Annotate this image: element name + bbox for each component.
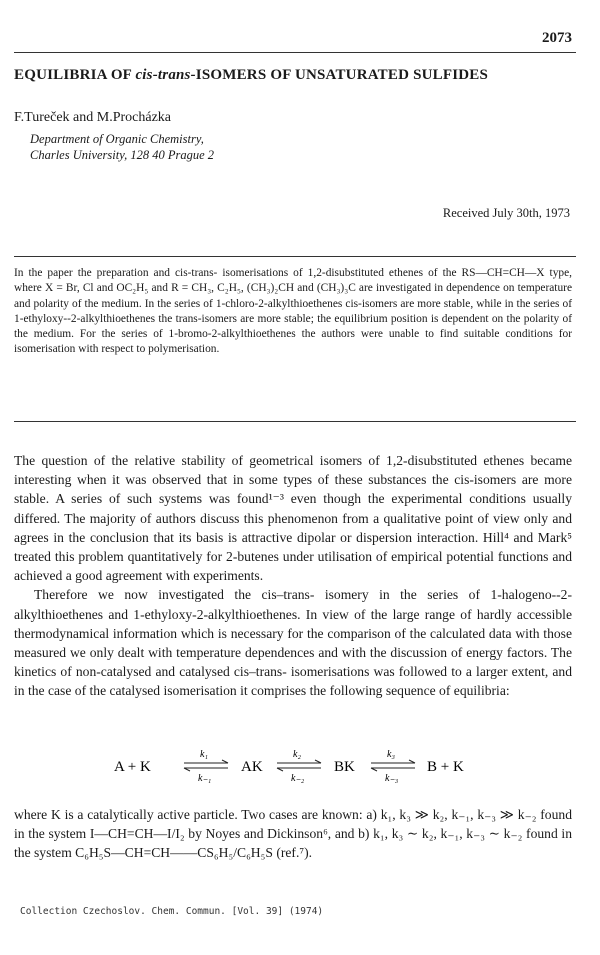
scheme-left: A + K [114, 759, 151, 775]
abstract-top-rule [14, 256, 576, 257]
title-prefix: EQUILIBRIA OF [14, 67, 136, 83]
abstract [14, 266, 572, 358]
affiliation [30, 131, 214, 163]
title-italic: cis-trans- [135, 67, 196, 83]
equilibrium-scheme [0, 747, 600, 787]
scheme-mid2: BK [334, 759, 355, 775]
k-reverse-2: k₋₂ [291, 773, 305, 784]
k-forward-2: k₂ [293, 749, 301, 760]
paragraph-2: Therefore we now investigated the cis–trans- isomery in the series of 1-halogeno--2-alkylthioethenes and 1-ethyloxy-2-alkylthioethenes. In view of the large range of hardly accessible thermodynamical information which is necessary for the comparison of the calculated data with those measured we only dealt with temperature dependences and with the discussion of energy factors. The kinetics of non-catalysed and catalysed cis–trans- isomerisations was followed to a larger extent, and in the case of the catalysed isomerisation it comprises the following sequence of equilibria: [14, 587, 572, 699]
equilibrium-arrow-1 [184, 749, 228, 784]
k-reverse-3: k₋₃ [385, 773, 399, 784]
authors: F.Tureček and M.Procházka [14, 110, 171, 125]
paragraph-3: where K is a catalytically active particle. Two cases are known: a) k₁, k₃ ≫ k₂, k₋₁, k₋₃ ≫ k₋₂ found in the system I—CH=CH—I/I₂ by Noyes and Dickinson⁶, and b) k₁, k₃ ∼ k₂, k₋₁, k₋₃ ∼ k₋₂ found in the system C₆H₅S—CH=CH——CS₆H₅/C₆H₅S (ref.⁷). [14, 807, 572, 861]
k-reverse-1: k₋₁ [198, 773, 212, 784]
k-forward-3: k₃ [387, 749, 395, 760]
affiliation-line-1: Department of Organic Chemistry, [30, 132, 204, 146]
k-forward-1: k₁ [200, 749, 208, 760]
title-suffix: ISOMERS OF UNSATURATED SULFIDES [195, 67, 489, 83]
equilibrium-arrow-2 [277, 749, 321, 784]
article-title [14, 67, 574, 84]
paragraph-1: The question of the relative stability of geometrical isomers of 1,2-disubstituted ethenes became interesting when it was observed that in some types of these substances the cis-isomers are more stable. A series of such systems was found¹⁻³ even though the experimental conditions usually differed. The majority of authors discuss this phenomenon from a qualitative point of view only and agrees in the conclusion that its basis is attractive dipolar or dispersion interaction. Hill⁴ and Mark⁵ treated this problem quantitatively for 2-butenes under utilisation of empirical potential functions and achieved a good agreement with experiments. [14, 453, 572, 584]
affiliation-line-2: Charles University, 128 40 Prague 2 [30, 148, 215, 162]
abstract-text: In the paper the preparation and cis-trans- isomerisations of 1,2-disubstituted ethenes of the RS—CH=CH—X type, where X = Br, Cl and OC₂H₅ and R = CH₃, C₂H₅, (CH₃)₂CH and (CH₃)₃C are investigated in dependence on temperature and polarity of the medium. In the series of 1-chloro-2-alkylthioethenes cis-isomers are more stable, while in the series of 1-ethyloxy--2-alkylthioethenes the trans-isomers are more stable; the equilibrium position is dependent on the polarity of the medium. For the series of 1-bromo-2-alkylthioethenes the authors were unable to find suitable conditions for isomerisation with respect to polymerisation. [14, 267, 572, 356]
body-text-continued [14, 805, 572, 863]
body-text [14, 451, 572, 701]
journal-footer: Collection Czechoslov. Chem. Commun. [Vol. 39] (1974) [20, 906, 324, 917]
received-date: Received July 30th, 1973 [442, 206, 570, 220]
scheme-right: B + K [427, 759, 464, 775]
equilibrium-arrow-3 [371, 749, 415, 784]
scheme-mid1: AK [241, 759, 263, 775]
page-number: 2073 [542, 30, 572, 46]
header-rule [14, 52, 576, 53]
abstract-bottom-rule [14, 421, 576, 422]
